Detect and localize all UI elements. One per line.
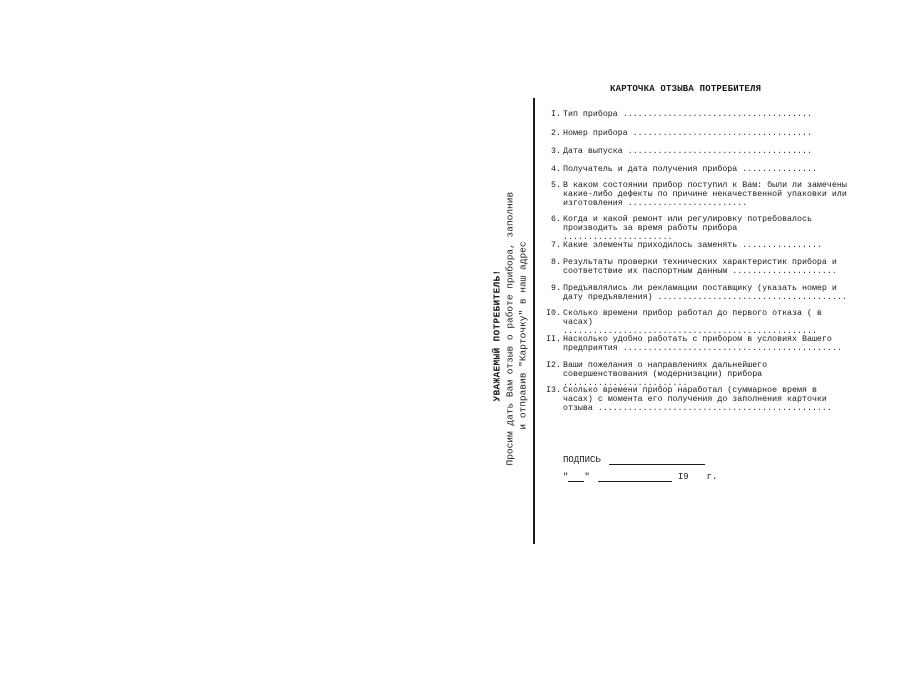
item-text: Номер прибора .................................... (563, 129, 812, 138)
side-note-line-2: и отправив "Карточку" в наш адрес (517, 241, 529, 430)
item-number: 2. (551, 129, 561, 138)
item-text: Получатель и дата получения прибора ............... (563, 165, 817, 174)
item-text: Насколько удобно работать с прибором в условиях Вашего предприятия ............................................ (563, 335, 842, 353)
item-number: 6. (551, 215, 561, 224)
item-text: Ваши пожелания о направлениях дальнейшего совершенствования (модернизации) прибора ......................... (563, 361, 768, 388)
signature-row (563, 455, 705, 465)
item-number: I0. (546, 309, 561, 318)
side-note (491, 191, 530, 466)
item-number: 7. (551, 241, 561, 250)
signature-label: ПОДПИСЬ (563, 455, 601, 465)
item-number: I3. (546, 386, 561, 395)
item-number: 5. (551, 181, 561, 190)
item-text: Тип прибора ...................................... (563, 110, 812, 119)
list-item (541, 129, 851, 138)
date-month-field[interactable] (598, 472, 672, 482)
list-item (541, 110, 851, 119)
item-number: I. (551, 110, 561, 119)
item-text: Дата выпуска ..................................... (563, 147, 812, 156)
item-text: Когда и какой ремонт или регулировку потребовалось производить за время работы прибора ...................... (563, 215, 812, 242)
list-item (541, 386, 851, 413)
list-item (541, 284, 851, 302)
date-quote-open: " (563, 472, 569, 482)
list-item (541, 309, 851, 336)
signature-field[interactable] (609, 455, 705, 465)
item-number: 3. (551, 147, 561, 156)
date-quote-close: " (584, 472, 590, 482)
date-suffix: г. (706, 472, 718, 482)
list-item (541, 165, 851, 174)
list-item (541, 258, 851, 276)
item-text: Сколько времени прибор работал до первого отказа ( в часах) ................................................... (563, 309, 822, 336)
divider-line (533, 98, 535, 544)
list-item (541, 361, 851, 388)
side-note-line-1: Просим дать Вам отзыв о работе прибора, заполнив (504, 191, 516, 466)
item-text: Предъявлялись ли рекламации поставщику (указать номер и дату предъявления) ...................................... (563, 284, 847, 302)
item-text: В каком состоянии прибор поступил к Вам: были ли замечены какие-либо дефекты по причине некачественной упаковки или изготовления ........................ (563, 181, 847, 208)
date-day-field[interactable] (568, 472, 584, 482)
list-item (541, 147, 851, 156)
list-item (541, 181, 851, 208)
list-item (541, 215, 851, 242)
date-row (563, 472, 717, 482)
item-text: Сколько времени прибор наработал (суммарное время в часах) с момента его получения до заполнения карточки отзыва ............................................... (563, 386, 832, 413)
item-number: II. (546, 335, 561, 344)
item-number: 9. (551, 284, 561, 293)
item-number: I2. (546, 361, 561, 370)
item-text: Результаты проверки технических характеристик прибора и соответствие их паспортным данным ..................... (563, 258, 837, 276)
item-number: 8. (551, 258, 561, 267)
date-year-prefix: I9 (677, 472, 689, 482)
card-title: КАРТОЧКА ОТЗЫВА ПОТРЕБИТЕЛЯ (610, 84, 762, 94)
list-item (541, 335, 851, 353)
list-item (541, 241, 851, 250)
item-number: 4. (551, 165, 561, 174)
item-text: Какие элементы приходилось заменять ................ (563, 241, 822, 250)
side-note-heading: УВАЖАЕМЫЙ ПОТРЕБИТЕЛЬ! (491, 269, 503, 402)
